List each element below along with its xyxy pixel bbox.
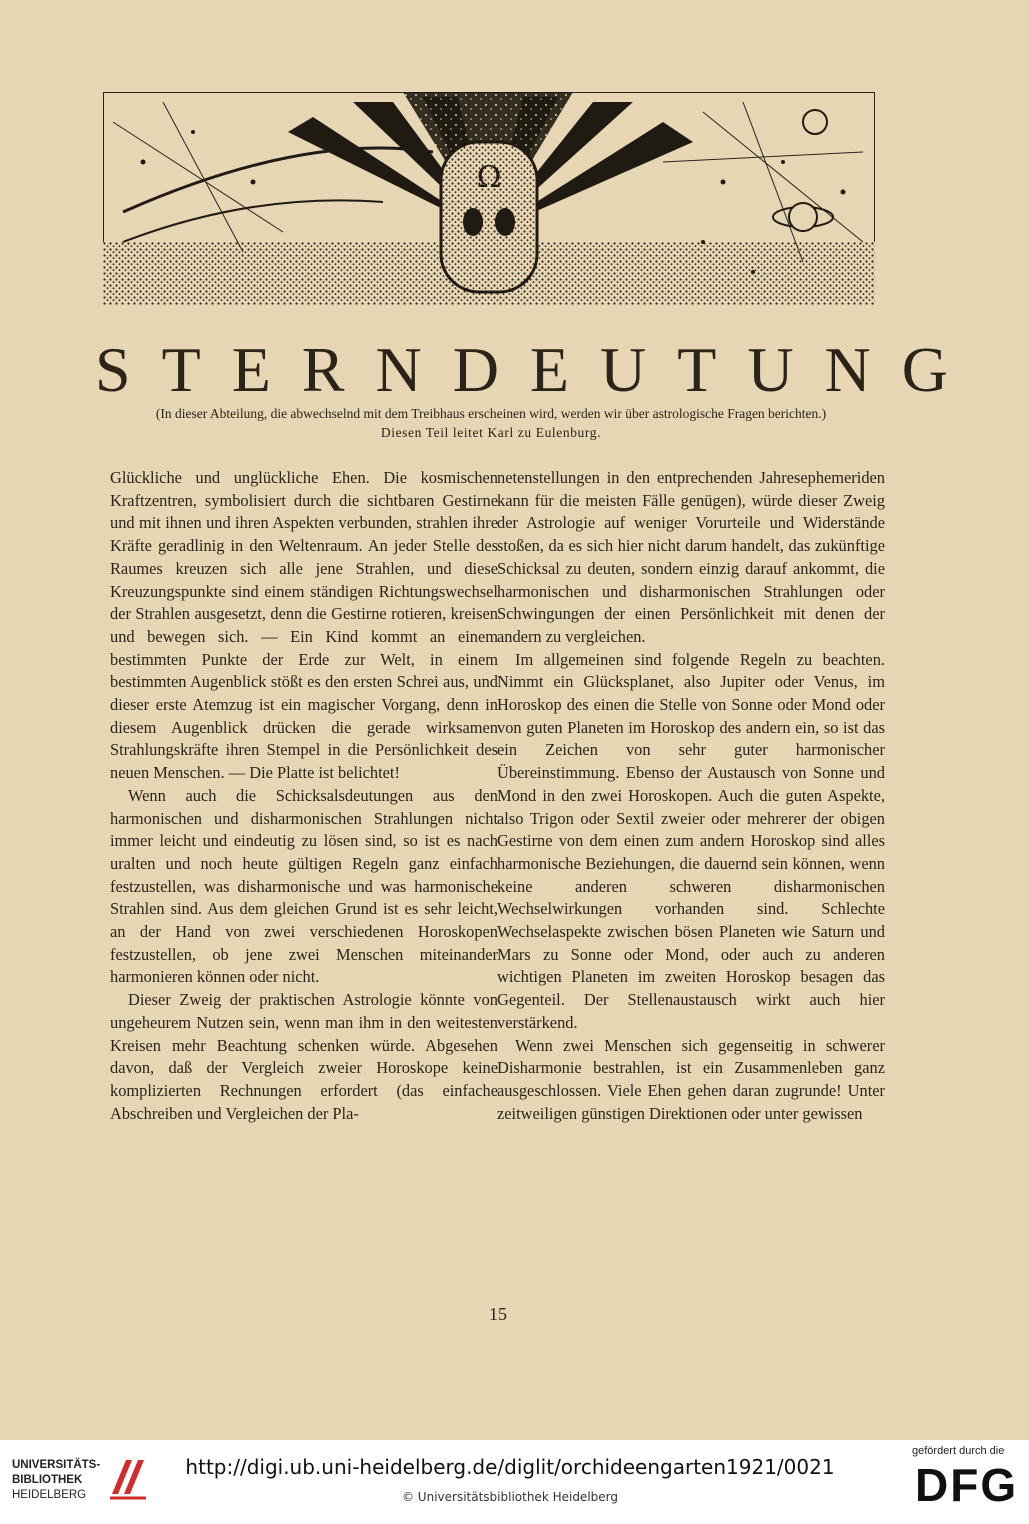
ub-line-3: HEIDELBERG: [12, 1489, 87, 1501]
dfg-logo[interactable]: DFG: [915, 1459, 1019, 1511]
digitization-footer: [0, 1440, 1029, 1524]
header-illustration: [103, 92, 875, 305]
funded-by-label: gefördert durch die: [912, 1445, 1005, 1457]
ub-line-1: UNIVERSITÄTS-: [12, 1459, 101, 1471]
section-subtitle: [95, 404, 887, 442]
ub-logo-text: [12, 1458, 100, 1503]
left-paragraph: Glückliche und unglückliche Ehen. Die kosmischen Kraftzentren, symbolisiert durch die sichtbaren Gestirne und mit ihnen und ihren Aspekten verbunden, strahlen ihre Kräfte geradlinig in den Weltenraum. An jeder Stelle des Raumes kreuzen sich alle jene Strahlen, und diese Kreuzungspunkte sind einem ständigen Richtungswechsel der Strahlen ausgesetzt, denn die Gestirne rotieren, kreisen und bewegen sich. — Ein Kind kommt an einem bestimmten Punkte der Erde zur Welt, in einem bestimmten Augenblick stößt es den ersten Schrei aus, und dieser erste Atemzug ist ein magischer Vorgang, denn in diesem Augenblick drücken die gerade wirksamen Strahlungskräfte ihren Stempel in die Persönlichkeit des neuen Menschen. — Die Platte ist belichtet!: [110, 468, 498, 783]
page-title: STERNDEUTUNG: [95, 334, 979, 405]
right-paragraph: Wenn zwei Menschen sich gegenseitig in schwerer Disharmonie bestrahlen, ist ein Zusammenleben ganz ausgeschlossen. Viele Ehen gehen daran zugrunde! Unter zeitweiligen günstigen Direktionen oder unter gewissen: [497, 1035, 885, 1123]
svg-text:Ω: Ω: [476, 160, 502, 195]
right-paragraph: Im allgemeinen sind folgende Regeln zu beachten. Nimmt ein Glücksplanet, also Jupiter oder Venus, im Horoskop des einen die Stelle von Sonne oder Mond oder von guten Planeten im Horoskop des andern ein, so ist das ein Zeichen von sehr guter harmonischer Übereinstimmung. Ebenso der Austausch von Sonne und Mond in den zwei Horoskopen. Auch die guten Aspekte, also Trigon oder Sextil zweier oder mehrerer der obigen Gestirne von dem einen zum andern Horoskop sind alles harmonische Beziehungen, die dauernd sein können, wenn keine anderen schweren disharmonischen Wechselwirkungen vorhanden sind. Schlechte Wechselaspekte zwischen bösen Planeten wie Saturn und Mars zu Sonne oder Mond, oder auch zu anderen wichtigen Planeten im zweiten Horoskop besagen das Gegenteil. Der Stellenaustausch wirkt auch hier verstärkend.: [497, 649, 885, 1032]
left-paragraph: Wenn auch die Schicksalsdeutungen aus den harmonischen und disharmonischen Strahlungen nicht immer leicht und eindeutig zu lösen sind, so ist es nach uralten und noch heute gültigen Regeln ganz einfach festzustellen, was disharmonische und was harmonische Strahlen sind. Aus dem gleichen Grund ist es sehr leicht, an der Hand von zwei verschiedenen Horoskopen festzustellen, ob jene zwei Menschen miteinander harmonieren können oder nicht.: [110, 785, 498, 987]
right-paragraph: netenstellungen in den entprechenden Jahresephemeriden kann für die meisten Fälle genügen), würde dieser Zweig der Astrologie auf weniger Vorurteile und Widerstände stoßen, da es sich hier nicht darum handelt, das zukünftige Schicksal zu deuten, sondern einzig darauf ankommt, die harmonischen und disharmonischen Strahlungen oder Schwingungen der einen Persönlichkeit mit denen der andern zu vergleichen.: [497, 468, 885, 646]
subtitle-line-1: (In dieser Abteilung, die abwechselnd mit dem Treibhaus erscheinen wird, werden wir über astrologische Fragen berichten.): [155, 406, 827, 421]
page-number: 15: [489, 1304, 507, 1324]
ub-heidelberg-logo[interactable]: [12, 1454, 147, 1514]
subtitle-line-2: Diesen Teil leitet Karl zu Eulenburg.: [380, 425, 602, 440]
copyright-notice: © Universitätsbibliothek Heidelberg: [401, 1490, 618, 1504]
left-text-column: [110, 467, 498, 1125]
right-text-column: [497, 467, 885, 1125]
ub-mark-icon: [106, 1454, 150, 1502]
permalink-url[interactable]: http://digi.ub.uni-heidelberg.de/diglit/orchideengarten1921/0021: [185, 1455, 835, 1479]
left-paragraph: Dieser Zweig der praktischen Astrologie könnte von ungeheurem Nutzen sein, wenn man ihm in den weitesten Kreisen mehr Beachtung schenken würde. Abgesehen davon, daß der Vergleich zweier Horoskope keine komplizierten Rechnungen erfordert (das einfache Abschreiben und Vergleichen der Pla-: [110, 990, 498, 1123]
astrology-vignette-image: [103, 92, 875, 305]
ub-line-2: BIBLIOTHEK: [12, 1474, 83, 1486]
